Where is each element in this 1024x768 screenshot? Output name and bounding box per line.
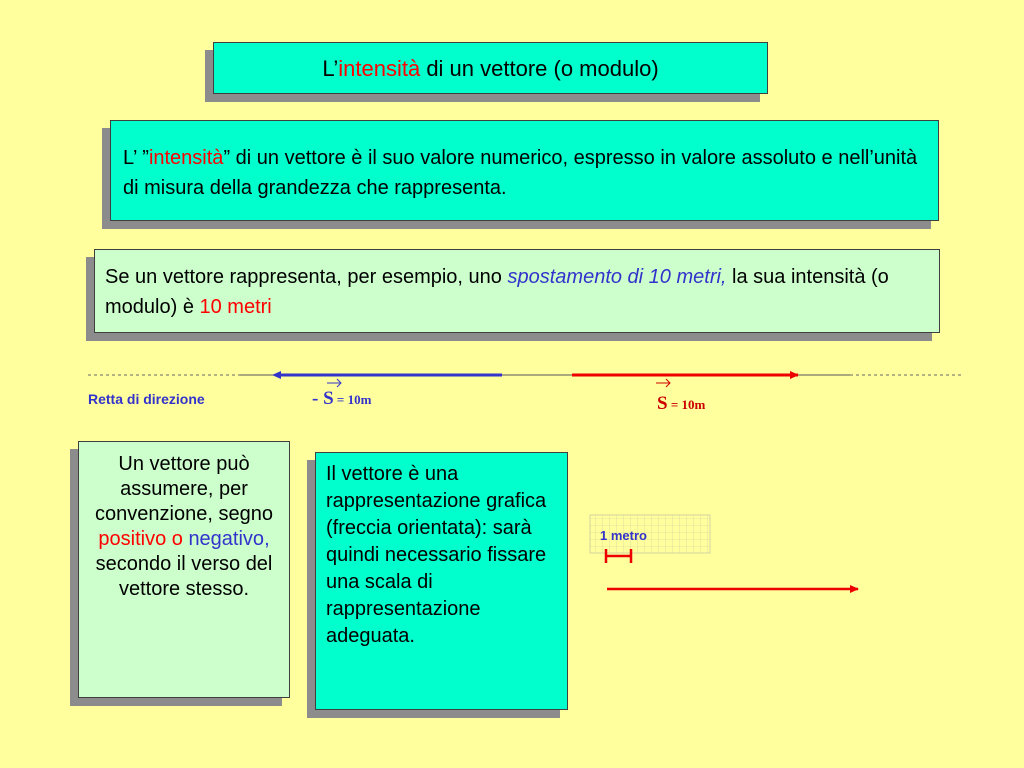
- positive-symbol: S: [657, 393, 668, 414]
- sign-negative: negativo: [188, 528, 265, 550]
- example-value: 10 metri: [199, 296, 272, 318]
- title-suffix: di un vettore (o modulo): [420, 56, 659, 81]
- example-italic: spostamento di 10 metri,: [507, 266, 727, 288]
- negative-sign: -: [312, 388, 324, 409]
- sign-part1: Un vettore può assumere, per convenzione, segno: [95, 453, 273, 525]
- sign-note-box: [78, 441, 290, 698]
- definition-highlight: intensità: [148, 147, 224, 169]
- scale-note-text: Il vettore è una rappresentazione grafica (freccia orientata): sarà quindi necessario fissare una scala di rappresentazione adeguata.: [326, 463, 547, 647]
- sign-or: o: [166, 528, 189, 550]
- scale-note-box: [315, 452, 568, 710]
- sign-positive: positivo: [98, 528, 167, 550]
- sign-comma: ,: [264, 528, 270, 550]
- positive-vector-label: [657, 393, 705, 415]
- definition-suffix: ” di un vettore è il suo valore numerico, espresso in valore assoluto e nell’unità di misura della grandezza che rappresenta.: [123, 147, 918, 199]
- negative-value: = 10m: [333, 392, 372, 407]
- title-prefix: L’: [322, 56, 339, 81]
- example-part2: la sua intensità (o modulo) è: [105, 266, 889, 318]
- direction-line-label: Retta di direzione: [88, 391, 205, 407]
- sign-part2: secondo il verso del vettore stesso.: [95, 553, 273, 600]
- scale-label: 1 metro: [600, 528, 647, 543]
- positive-value: = 10m: [667, 397, 706, 412]
- example-part1: Se un vettore rappresenta, per esempio, uno: [105, 266, 508, 288]
- title-highlight: intensità: [338, 56, 421, 81]
- negative-vector-label: [312, 388, 371, 410]
- negative-symbol: S: [323, 388, 334, 409]
- definition-prefix: L’ ”: [123, 147, 149, 169]
